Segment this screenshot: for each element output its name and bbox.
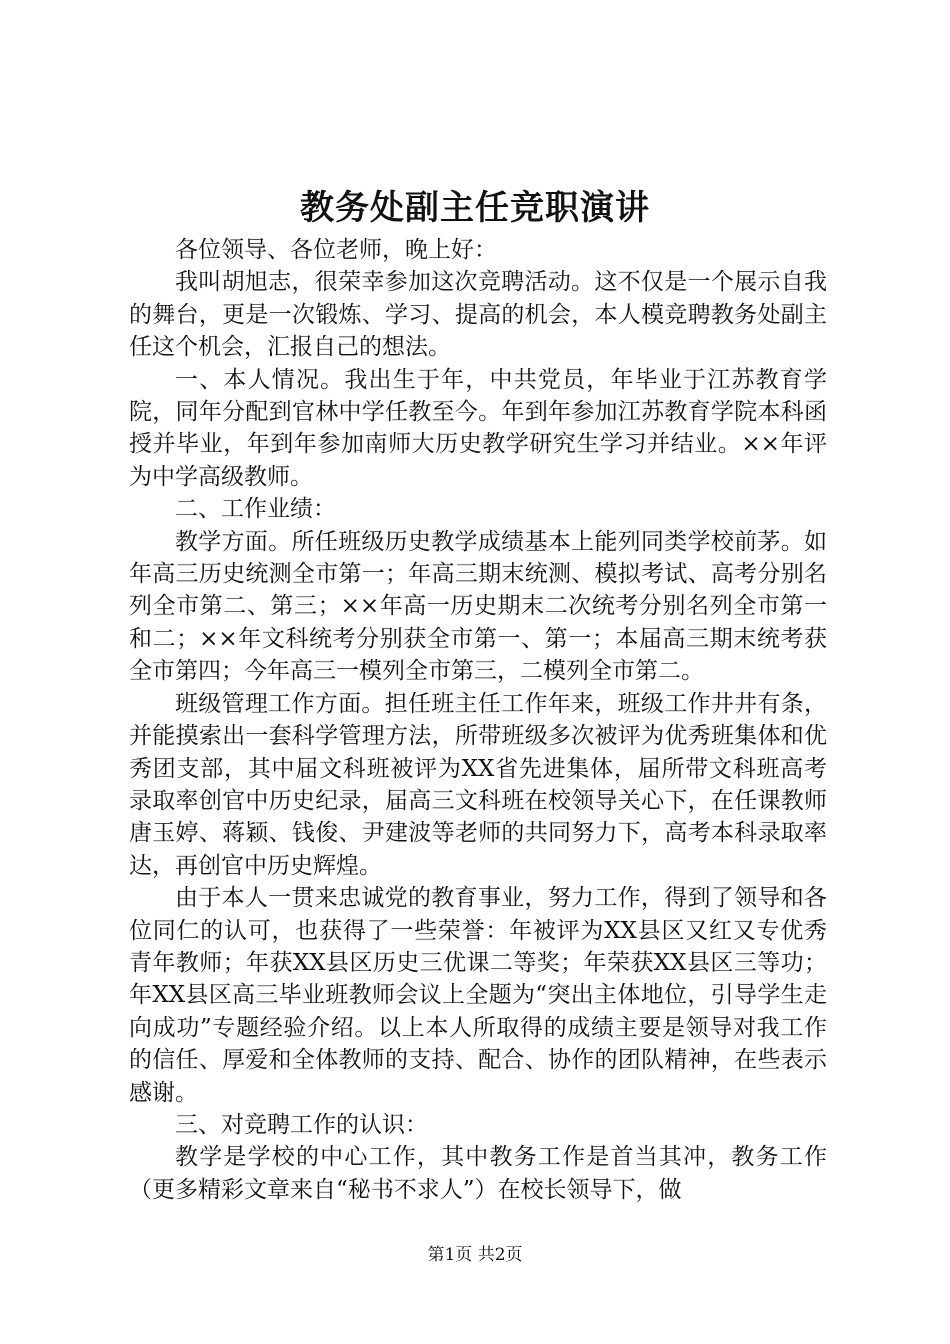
document-title: 教务处副主任竞职演讲 <box>300 188 650 228</box>
document-body <box>129 234 827 1206</box>
paragraph-introduction: 我叫胡旭志，很荣幸参加这次竞聘活动。这不仅是一个展示自我的舞台，更是一次锻炼、学习、提高的机会，本人模竞聘教务处副主任这个机会，汇报自己的想法。 <box>129 269 827 361</box>
paragraph-honors: 由于本人一贯来忠诚党的教育事业，努力工作，得到了领导和各位同仁的认可，也获得了一些荣誉：年被评为XX县区又红又专优秀青年教师；年获XX县区历史三优课二等奖；年荣获XX县区三等功；年XX县区高三毕业班教师会议上全题为“突出主体地位，引导学生走向成功”专题经验介绍。以上本人所取得的成绩主要是领导对我工作的信任、厚爱和全体教师的支持、配合、协作的团队精神，在些表示感谢。 <box>129 885 827 1106</box>
paragraph-section-heading-achievements: 二、工作业绩： <box>175 496 336 523</box>
paragraph-teaching: 教学方面。所任班级历史教学成绩基本上能列同类学校前茅。如年高三历史统测全市第一；年高三期末统测、模拟考试、高考分别名列全市第二、第三；××年高一历史期末二次统考分别名列全市第一和二；××年文科统考分别获全市第一、第一；本届高三期末统考获全市第四；今年高三一模列全市第三，二模列全市第二。 <box>129 528 827 685</box>
paragraph-class-management: 班级管理工作方面。担任班主任工作年来，班级工作井井有条，并能摸索出一套科学管理方法，所带班级多次被评为优秀班集体和优秀团支部，其中届文科班被评为XX省先进集体，届所带文科班高考录取率创官中历史纪录，届高三文科班在校领导关心下，在任课教师唐玉婷、蒋颖、钱俊、尹建波等老师的共同努力下，高考本科录取率达，再创官中历史辉煌。 <box>129 690 827 879</box>
paragraph-teaching-affairs: 教学是学校的中心工作，其中教务工作是首当其冲，教务工作（更多精彩文章来自“秘书不求人”）在校长领导下，做 <box>129 1144 827 1203</box>
paragraph-greeting: 各位领导、各位老师，晚上好： <box>175 237 497 263</box>
paragraph-personal-info: 一、本人情况。我出生于年，中共党员，年毕业于江苏教育学院，同年分配到官林中学任教至今。年到年参加江苏教育学院本科函授并毕业，年到年参加南师大历史教学研究生学习并结业。××年评为中学高级教师。 <box>129 366 827 490</box>
paragraph-section-heading-understanding: 三、对竞聘工作的认识： <box>175 1111 428 1138</box>
page-number-footer: 第1页 共2页 <box>427 1245 523 1265</box>
